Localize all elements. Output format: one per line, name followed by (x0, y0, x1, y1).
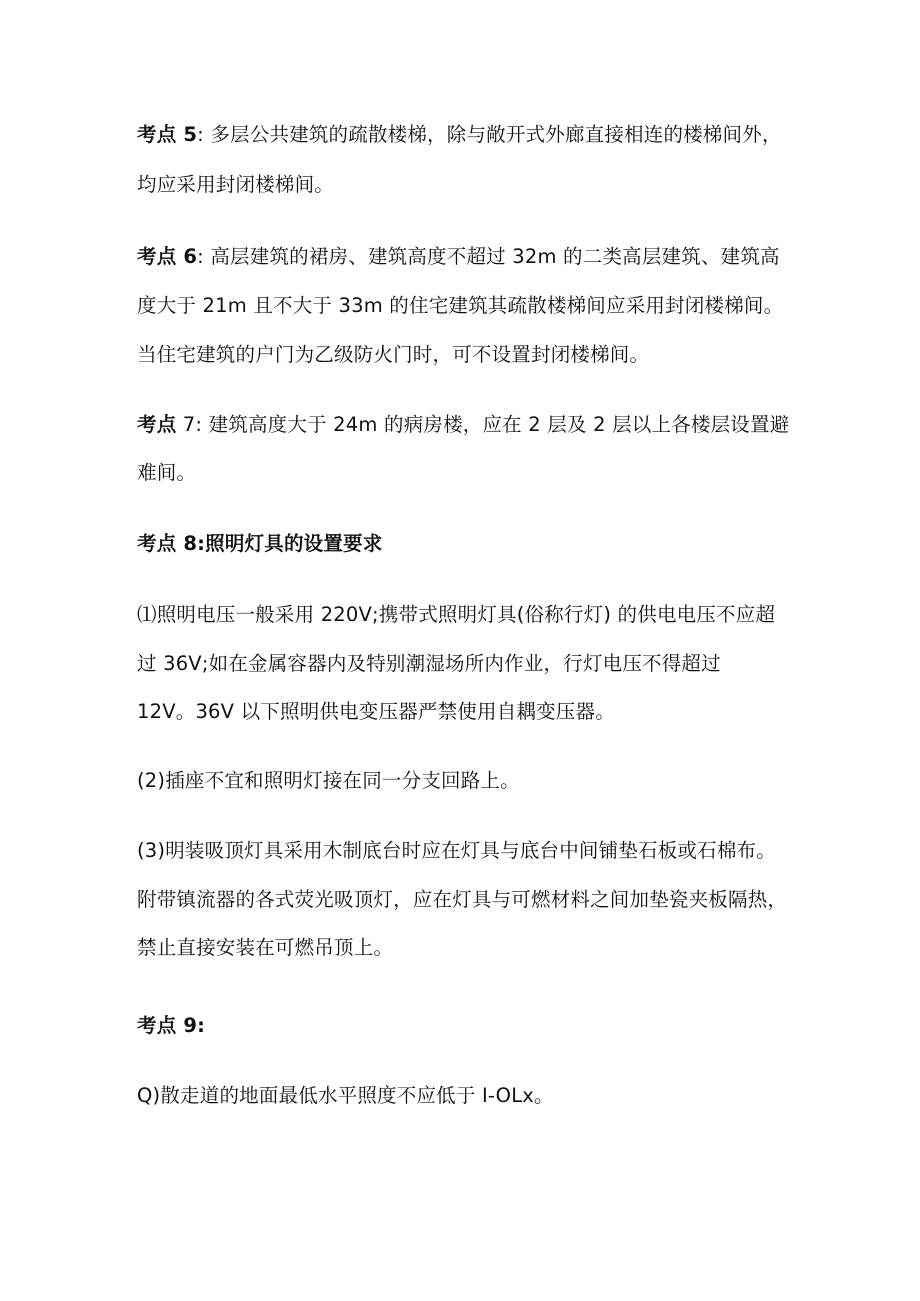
point-5-line-1 (137, 121, 782, 149)
item-2-line-1: (2)插座不宜和照明灯接在同一分支回路上。 (137, 769, 520, 792)
point-7-text-1: 7: 建筑高度大于 24m 的病房楼，应在 2 层及 2 层以上各楼层设置避 (176, 413, 790, 436)
point-7-label: 考点 (137, 413, 177, 436)
item-1-line-1: ⑴照明电压一般采用 220V;携带式照明灯具(俗称行灯) 的供电电压不应超 (137, 603, 776, 626)
item-q-line-1: Q)散走道的地面最低水平照度不应低于 I-OLx。 (137, 1084, 554, 1107)
point-8-heading: 考点 8:照明灯具的设置要求 (137, 532, 383, 555)
point-5-text-1: : 多层公共建筑的疏散楼梯，除与敞开式外廊直接相连的楼梯间外， (197, 123, 782, 146)
point-6-text-1: : 高层建筑的裙房、建筑高度不超过 32m 的二类高层建筑、建筑高 (197, 245, 780, 268)
item-3-line-2: 附带镇流器的各式荧光吸顶灯，应在灯具与可燃材料之间加垫瓷夹板隔热， (137, 888, 788, 911)
point-5-line-2: 均应采用封闭楼梯间。 (137, 173, 335, 196)
point-6-line-2: 度大于 21m 且不大于 33m 的住宅建筑其疏散楼梯间应采用封闭楼梯间。 (137, 294, 784, 317)
point-7-line-1 (137, 411, 789, 439)
item-1-line-2: 过 36V;如在金属容器内及特别潮湿场所内作业，行灯电压不得超过 (137, 652, 721, 675)
point-6-label: 考点 6 (137, 245, 198, 268)
point-9-heading: 考点 9: (137, 1014, 206, 1037)
item-3-line-3: 禁止直接安装在可燃吊顶上。 (137, 936, 394, 959)
item-1-line-3: 12V。36V 以下照明供电变压器严禁使用自耦变压器。 (137, 700, 615, 723)
point-7-line-2: 难间。 (137, 461, 197, 484)
point-6-line-3: 当住宅建筑的户门为乙级防火门时，可不设置封闭楼梯间。 (137, 343, 650, 366)
item-3-line-1: (3)明装吸顶灯具采用木制底台时应在灯具与底台中间铺垫石板或石棉布。 (137, 839, 776, 862)
point-5-label: 考点 5 (137, 123, 198, 146)
point-6-line-1 (137, 243, 780, 271)
